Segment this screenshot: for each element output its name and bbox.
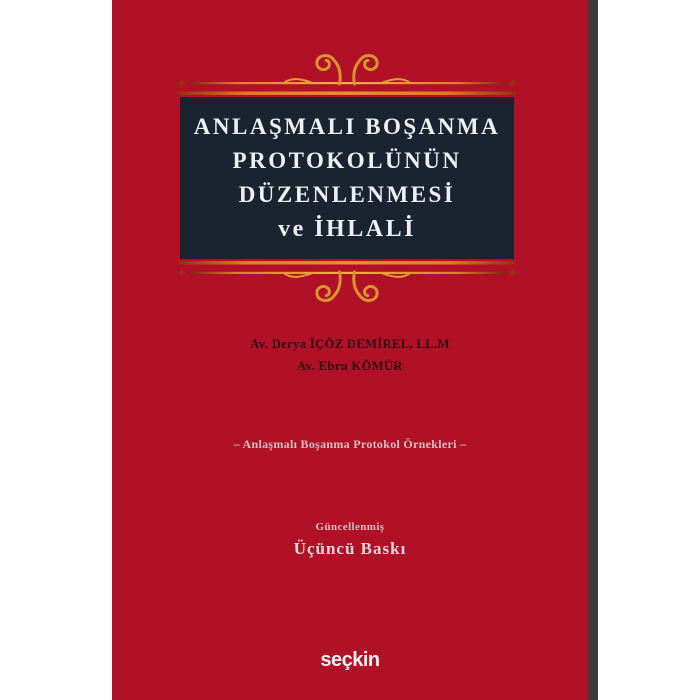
book-cover — [112, 0, 588, 700]
book-subtitle: – Anlaşmalı Boşanma Protokol Örnekleri – — [233, 437, 467, 451]
book-title-line-3: DÜZENLENMESİ — [238, 182, 456, 207]
flourish-top-icon — [178, 47, 516, 97]
author-name-1: Av. Derya İÇÖZ DEMİREL, LL.M — [250, 337, 450, 351]
book-title-line-1: ANLAŞMALI BOŞANMA — [193, 114, 501, 139]
flourish-bottom-icon — [178, 259, 516, 309]
cover-right-edge — [588, 0, 598, 700]
title-panel — [180, 97, 514, 259]
book-title-line-2: PROTOKOLÜNÜN — [232, 148, 462, 173]
author-name-2: Av. Ebru KÖMÜR — [297, 359, 403, 373]
edition-label: Üçüncü Baskı — [293, 539, 407, 558]
book-title-line-4: ve İHLALİ — [278, 216, 416, 242]
publisher-logo: seçkin — [320, 649, 380, 671]
edition-note: Güncellenmiş — [315, 521, 385, 533]
